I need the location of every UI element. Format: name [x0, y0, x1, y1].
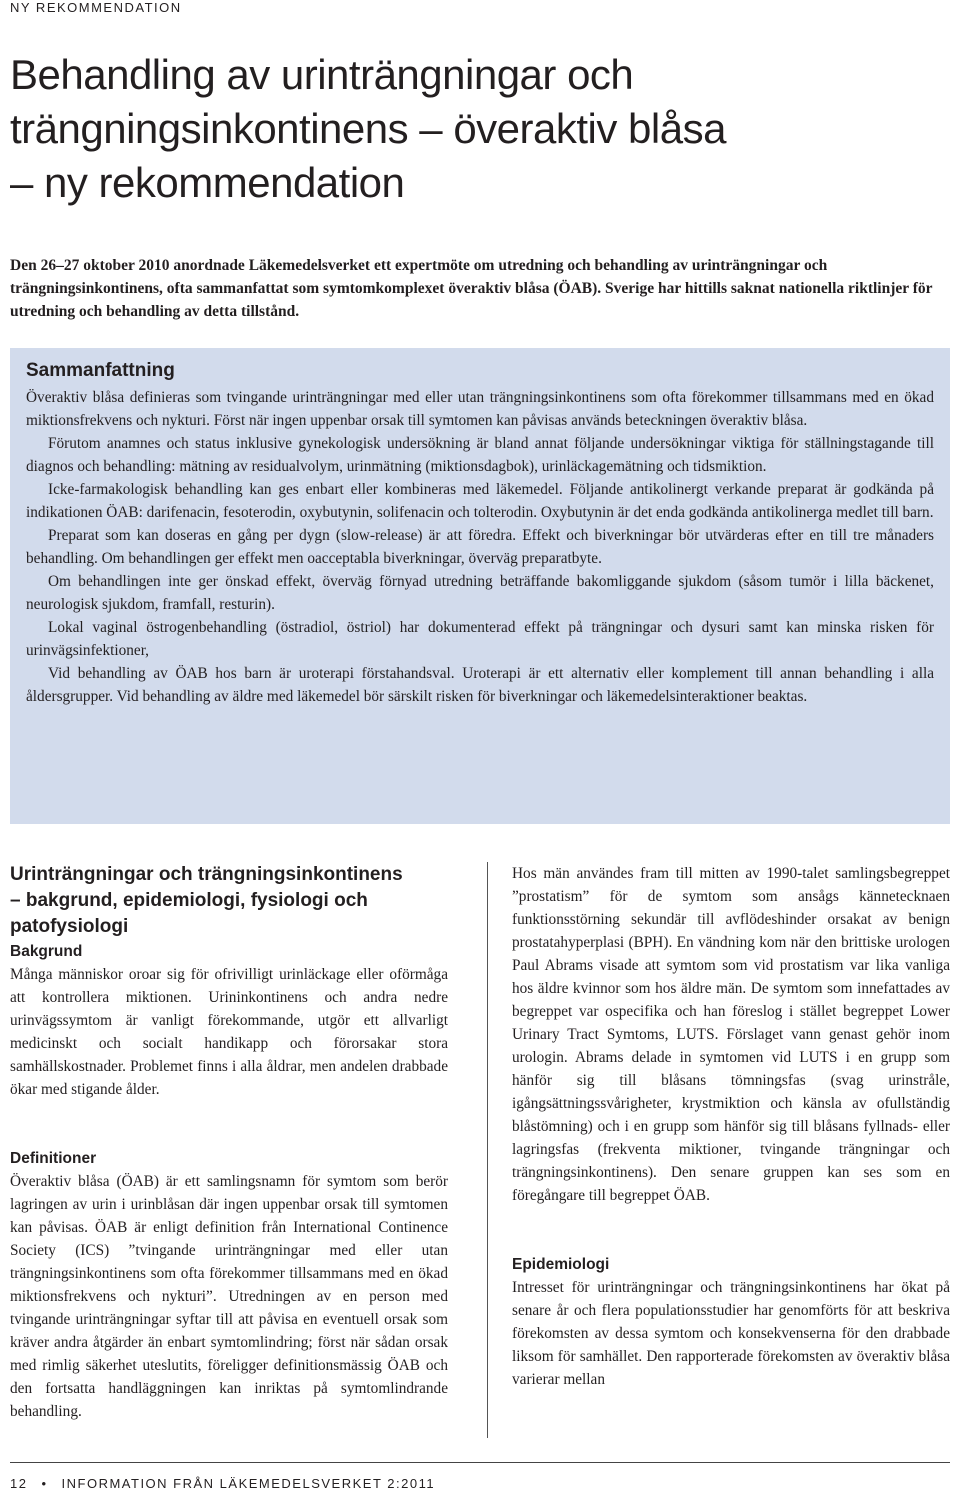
summary-paragraph: Förutom anamnes och status inklusive gynekologisk undersökning är bland annat följande undersökningar viktiga för ställningstagande till diagnos och behandling: mätning av residualvolym, urinmätning (miktionsdagbok), urinläckagemätning och tidsmiktion.	[26, 435, 934, 475]
section-heading-line: – bakgrund, epidemiologi, fysiologi och	[10, 890, 368, 911]
title-line: – ny rekommendation	[10, 159, 405, 206]
section-heading-line: Urinträngningar och trängningsinkontinens	[10, 864, 403, 885]
title-line: trängningsinkontinens – överaktiv blåsa	[10, 105, 726, 152]
body-paragraph: Överaktiv blåsa (ÖAB) är ett samlingsnamn för symtom som berör lagringen av urin i urinblåsan där ingen uppenbar orsak till symtomen kan påvisas. ÖAB är enligt definition från International Continence Society (ICS) ”tvingande urinträngningar med eller utan trängningsinkontinens som ofta förekommer tillsammans med en ökad miktionsfrekvens och nykturi”. Utredningen av en person med tvingande urinträngningar syftar till att påvisa en eventuell orsak som kräver andra åtgärder än enbart symtomlindring; först när sådan orsak med rimlig säkerhet uteslutits, föreligger definitionsmässig ÖAB och den fortsatta handläggningen kan inriktas på symtomlindrande behandling.	[10, 1173, 448, 1420]
subheading-epidemiologi: Epidemiologi	[512, 1256, 610, 1273]
summary-paragraph: Överaktiv blåsa definieras som tvingande urinträngningar med eller utan trängningsinkontinens som ofta förekommer tillsammans med en ökad miktionsfrekvens och nykturi. Först när ingen uppenbar orsak till symtomen kan påvisas används beteckningen överaktiv blåsa.	[26, 389, 934, 429]
right-column	[512, 862, 950, 1391]
lead-paragraph: Den 26–27 oktober 2010 anordnade Läkemedelsverket ett expertmöte om utredning och behandling av urinträngningar och trängningsinkontinens, ofta sammanfattat som symtomkomplexet överaktiv blåsa (ÖAB). Sverige har hittills saknat nationella riktlinjer för utredning och behandling av detta tillstånd.	[10, 257, 933, 320]
subheading-bakgrund: Bakgrund	[10, 943, 83, 960]
summary-paragraph: Preparat som kan doseras en gång per dygn (slow-release) är att föredra. Effekt och biverkningar bör utvärderas efter en till tre månaders behandling. Om behandlingen ger effekt men oacceptabla biverkningar, överväg preparatbyte.	[26, 527, 934, 567]
publication-name: INFORMATION FRÅN LÄKEMEDELSVERKET 2:2011	[61, 1476, 436, 1491]
footer	[10, 1476, 435, 1491]
section-tag: NY REKOMMENDATION	[10, 0, 182, 15]
footer-rule	[10, 1462, 950, 1463]
summary-box	[10, 348, 950, 824]
summary-paragraph: Vid behandling av ÖAB hos barn är uroterapi förstahandsval. Uroterapi är ett alternativ eller komplement till annan behandling i alla åldersgrupper. Vid behandling av äldre med läkemedel bör särskilt risken för biverkningar och läkemedelsinteraktioner beaktas.	[26, 665, 934, 705]
summary-paragraph: Lokal vaginal östrogenbehandling (östradiol, östriol) har dokumenterad effekt på trängningar och dysuri samt kan minska risken för urinvägsinfektioner,	[26, 619, 934, 659]
body-paragraph: Många människor oroar sig för ofrivilligt urinläckage eller oförmåga att kontrollera miktionen. Urininkontinens och andra nedre urinvägssymtom är vanligt förekommande, utgör ett allvarligt medicinskt och socialt handikapp och förorsakar stora samhällskostnader. Problemet finns i alla åldrar, men andelen drabbade ökar med stigande ålder.	[10, 966, 448, 1098]
section-heading	[10, 862, 448, 940]
body-paragraph: Hos män användes fram till mitten av 1990-talet samlingsbegreppet ”prostatism” för de symtom som ansågs kännetecknaen funktionsstörning sekundär till avflödeshinder orsakat av benign prostatahyperplasi (BPH). En vändning kom när den brittiske urologen Paul Abrams visade att symtom som vid prostatism var lika vanliga hos äldre kvinnor som hos äldre män. De symtom som innefattades av begreppet var ospecifika och han föreslog i stället begreppet Lower Urinary Tract Symtoms, LUTS. Förslaget vann genast gehör inom urologin. Abrams delade in symtomen vid LUTS i en grupp som hänför sig till blåsans tömningsfas (svag urinstråle, igångsättningssvårigheter, krystmiktion och känsla av ofullständig blåstömning) och i en grupp som hänför sig till blåsans fyllnads- eller lagringsfas (frekventa miktioner, tvingande trängningar och trängningsinkontinens). Den senare gruppen kan ses som en föregångare till begreppet ÖAB.	[512, 865, 950, 1204]
summary-paragraph: Om behandlingen inte ger önskad effekt, överväg förnyad utredning beträffande bakomliggande sjukdom (såsom tumör i lilla bäckenet, neurologisk sjukdom, framfall, resturin).	[26, 573, 934, 613]
left-column	[10, 862, 448, 1423]
subheading-definitioner: Definitioner	[10, 1150, 97, 1167]
page-number: 12	[10, 1476, 28, 1491]
footer-separator: •	[41, 1476, 48, 1491]
column-divider	[487, 862, 488, 1438]
section-heading-line: patofysiologi	[10, 916, 129, 937]
body-paragraph: Intresset för urinträngningar och trängningsinkontinens har ökat på senare år och flera populationsstudier har genomförts för att beskriva förekomsten av dessa symtom och konsekvenserna för den drabbade liksom för samhället. Den rapporterade förekomsten av överaktiv blåsa varierar mellan	[512, 1279, 950, 1388]
title-line: Behandling av urinträngningar och	[10, 51, 634, 98]
article-title	[10, 48, 950, 210]
summary-paragraph: Icke-farmakologisk behandling kan ges enbart eller kombineras med läkemedel. Följande antikolinergt verkande preparat är godkända på indikationen ÖAB: darifenacin, fesoterodin, oxybutynin, solifenacin och tolterodin. Oxybutynin är det enda godkända antikolinerga medlet till barn.	[26, 481, 934, 521]
summary-heading: Sammanfattning	[26, 360, 175, 381]
